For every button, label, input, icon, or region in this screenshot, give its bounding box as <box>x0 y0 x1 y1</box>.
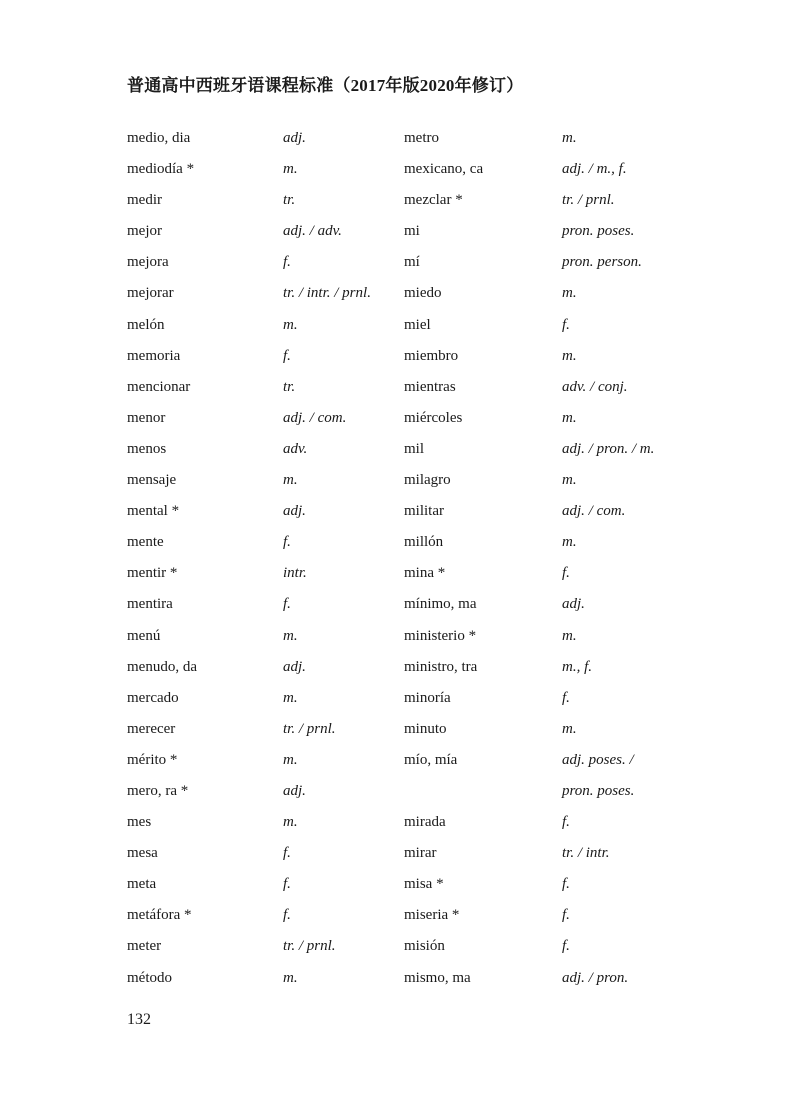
vocab-row <box>0 372 800 403</box>
vocab-category-right: f. <box>562 689 570 706</box>
vocab-row <box>0 403 800 434</box>
vocab-row <box>0 185 800 216</box>
vocab-word-right: millón <box>404 534 444 551</box>
vocab-row <box>0 869 800 900</box>
vocab-category-right: pron. poses. <box>562 223 635 240</box>
vocab-word-right: mientras <box>404 378 456 395</box>
vocab-row <box>0 123 800 154</box>
vocab-word-right: mezclar * <box>404 192 463 209</box>
vocab-word-left: merecer <box>127 720 176 737</box>
vocabulary-list <box>0 123 800 994</box>
vocab-category-left: m. <box>283 472 298 489</box>
vocab-category-left: m. <box>283 627 298 644</box>
vocab-row <box>0 558 800 589</box>
vocab-category-left: m. <box>283 969 298 986</box>
vocab-category-right: adj. / com. <box>562 503 626 520</box>
vocab-row <box>0 776 800 807</box>
vocab-category-left: adj. / adv. <box>283 223 342 240</box>
vocab-word-left: meter <box>127 938 162 955</box>
vocab-word-left: mes <box>127 814 152 831</box>
vocab-word-left: menos <box>127 440 167 457</box>
vocab-word-right: mío, mía <box>404 751 458 768</box>
vocab-word-right: mirar <box>404 845 437 862</box>
vocab-category-right: f. <box>562 907 570 924</box>
vocab-category-left: intr. <box>283 565 307 582</box>
vocab-word-left: mediodía * <box>127 161 195 178</box>
vocab-word-left: mero, ra * <box>127 782 189 799</box>
vocab-category-right: adj. poses. / <box>562 751 634 768</box>
vocab-word-right: ministerio * <box>404 627 477 644</box>
vocab-category-left: m. <box>283 751 298 768</box>
vocab-word-left: menú <box>127 627 161 644</box>
vocab-category-left: f. <box>283 534 291 551</box>
vocab-word-right: miel <box>404 316 431 333</box>
vocab-category-right: m. <box>562 285 577 302</box>
vocab-word-left: mejor <box>127 223 162 240</box>
vocab-category-left: adj. / com. <box>283 409 347 426</box>
vocab-category-left: m. <box>283 161 298 178</box>
vocab-word-right: miércoles <box>404 409 463 426</box>
vocab-row <box>0 807 800 838</box>
vocab-row <box>0 527 800 558</box>
vocab-word-right: misa * <box>404 876 444 893</box>
vocab-word-left: medir <box>127 192 162 209</box>
vocab-category-right: m. <box>562 472 577 489</box>
vocab-row <box>0 589 800 620</box>
vocab-word-left: mejorar <box>127 285 174 302</box>
vocab-word-right: mirada <box>404 814 446 831</box>
vocab-category-right: pron. poses. <box>562 782 635 799</box>
vocab-row <box>0 247 800 278</box>
vocab-category-right: adj. / pron. <box>562 969 629 986</box>
vocab-row <box>0 900 800 931</box>
vocab-row <box>0 652 800 683</box>
vocab-row <box>0 714 800 745</box>
vocab-category-left: adj. <box>283 503 306 520</box>
vocab-category-left: m. <box>283 316 298 333</box>
vocab-row <box>0 310 800 341</box>
vocab-row <box>0 838 800 869</box>
vocab-row <box>0 745 800 776</box>
vocab-category-right: m. <box>562 534 577 551</box>
vocab-word-right: ministro, tra <box>404 658 478 675</box>
vocab-word-left: medio, dia <box>127 130 191 146</box>
vocab-category-left: f. <box>283 876 291 893</box>
vocab-row <box>0 434 800 465</box>
vocab-word-right: mí <box>404 254 420 271</box>
vocab-category-left: adj. <box>283 782 306 799</box>
vocab-category-right: f. <box>562 938 570 955</box>
vocab-category-right: f. <box>562 814 570 831</box>
vocab-category-right: m. <box>562 409 577 426</box>
vocab-word-left: mensaje <box>127 472 177 489</box>
vocab-word-right: minoría <box>404 689 451 706</box>
vocab-word-left: menudo, da <box>127 658 197 675</box>
vocab-category-left: f. <box>283 347 291 364</box>
vocab-word-right: miedo <box>404 285 442 302</box>
vocab-category-left: adj. <box>283 130 306 146</box>
vocab-word-left: mental * <box>127 503 180 520</box>
vocab-word-left: mérito * <box>127 751 178 768</box>
vocab-category-left: tr. / prnl. <box>283 720 336 737</box>
vocab-category-right: f. <box>562 876 570 893</box>
vocab-category-left: adj. <box>283 658 306 675</box>
vocab-word-left: mercado <box>127 689 179 706</box>
page-header-title: 普通高中西班牙语课程标准（2017年版2020年修订） <box>127 76 524 95</box>
vocab-row <box>0 621 800 652</box>
vocab-word-left: mentira <box>127 596 173 613</box>
vocab-category-left: f. <box>283 845 291 862</box>
vocab-row <box>0 465 800 496</box>
vocab-category-right: pron. person. <box>562 254 642 271</box>
vocab-category-right: adj. <box>562 596 585 613</box>
vocab-category-right: f. <box>562 316 570 333</box>
page-number: 132 <box>127 1011 151 1028</box>
vocab-category-right: m. <box>562 720 577 737</box>
vocab-word-right: misión <box>404 938 445 955</box>
vocab-category-right: adj. / m., f. <box>562 161 627 178</box>
vocab-word-right: miembro <box>404 347 459 364</box>
vocab-word-left: método <box>127 969 172 986</box>
vocab-row <box>0 496 800 527</box>
vocab-category-right: m., f. <box>562 658 592 675</box>
vocab-word-right: metro <box>404 130 439 146</box>
vocab-word-right: militar <box>404 503 444 520</box>
vocab-category-left: tr. <box>283 378 296 395</box>
vocab-category-right: tr. / intr. <box>562 845 610 862</box>
vocab-word-left: meta <box>127 876 157 893</box>
vocab-row <box>0 931 800 962</box>
vocab-row <box>0 216 800 247</box>
vocab-word-right: mexicano, ca <box>404 161 484 178</box>
vocab-row <box>0 963 800 994</box>
vocab-word-right: minuto <box>404 720 447 737</box>
vocab-word-right: mismo, ma <box>404 969 471 986</box>
vocab-category-right: adj. / pron. / m. <box>562 440 655 457</box>
vocab-category-left: f. <box>283 254 291 271</box>
vocab-word-left: menor <box>127 409 166 426</box>
vocab-word-right: mina * <box>404 565 446 582</box>
vocab-row <box>0 341 800 372</box>
vocab-word-left: metáfora * <box>127 907 192 924</box>
vocab-word-right: miseria * <box>404 907 460 924</box>
vocab-category-right: m. <box>562 347 577 364</box>
vocab-category-left: m. <box>283 814 298 831</box>
vocab-category-right: m. <box>562 627 577 644</box>
vocab-word-right: mil <box>404 440 425 457</box>
vocab-word-left: memoria <box>127 347 181 364</box>
vocab-category-right: m. <box>562 130 577 146</box>
vocab-row <box>0 683 800 714</box>
vocab-category-left: f. <box>283 596 291 613</box>
vocab-word-left: mentir * <box>127 565 178 582</box>
vocab-word-left: melón <box>127 316 165 333</box>
vocab-word-right: mi <box>404 223 420 240</box>
vocab-word-left: mencionar <box>127 378 191 395</box>
vocab-word-left: mesa <box>127 845 158 862</box>
vocab-word-right: milagro <box>404 472 451 489</box>
vocab-category-right: tr. / prnl. <box>562 192 615 209</box>
vocab-category-right: f. <box>562 565 570 582</box>
vocab-category-left: tr. / prnl. <box>283 938 336 955</box>
vocab-category-left: tr. <box>283 192 296 209</box>
vocab-category-left: adv. <box>283 440 308 457</box>
vocab-word-right: mínimo, ma <box>404 596 477 613</box>
vocab-category-left: m. <box>283 689 298 706</box>
vocab-row <box>0 154 800 185</box>
vocab-category-left: f. <box>283 907 291 924</box>
vocab-row <box>0 278 800 309</box>
vocab-word-left: mente <box>127 534 164 551</box>
vocab-word-left: mejora <box>127 254 169 271</box>
vocab-category-right: adv. / conj. <box>562 378 628 395</box>
vocab-category-left: tr. / intr. / prnl. <box>283 285 371 302</box>
